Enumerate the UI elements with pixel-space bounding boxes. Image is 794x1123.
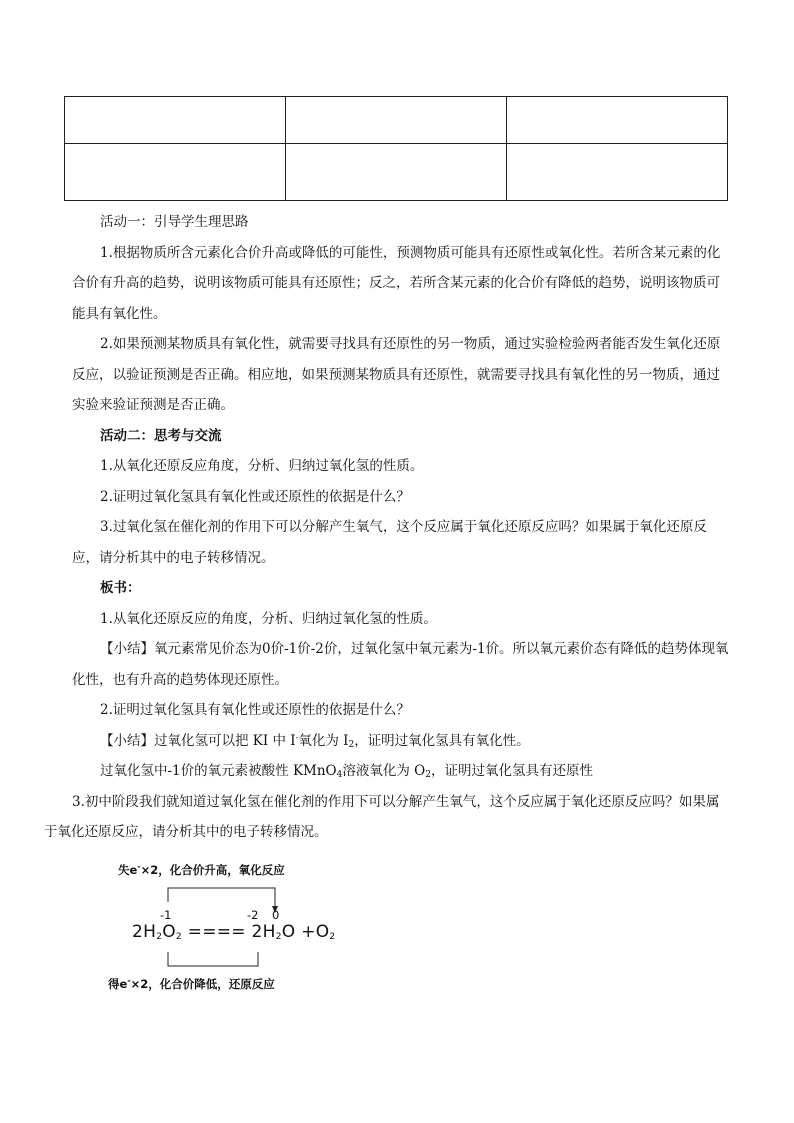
subscript: 2	[275, 932, 282, 942]
subscript: 2	[156, 932, 163, 942]
summary-tag: 【小结】	[100, 732, 154, 749]
board-item-3: 3.初中阶段我们就知道过氧化氢在催化剂的作用下可以分解产生氧气，这个反应属于氧化还原反应吗？如果属于氧化还原反应，请分析其中的电子转移情况。	[44, 793, 720, 840]
board-summary-1	[72, 634, 732, 695]
table-cell	[65, 144, 286, 201]
board-item-2: 2.证明过氧化氢具有氧化性或还原性的依据是什么？	[100, 702, 410, 718]
activity2-question-2: 2.证明过氧化氢具有氧化性或还原性的依据是什么？	[100, 488, 410, 505]
summary-tag: 【小结】	[100, 641, 154, 657]
summary-2-text-b: 氧化为 I	[298, 732, 349, 749]
board-title: 板书：	[100, 580, 141, 596]
superscript: -	[137, 862, 141, 871]
oxidation-state-right: 0	[272, 908, 280, 922]
subscript: 2	[348, 739, 355, 750]
label-text: ×2，化合价升高，氧化反应	[140, 863, 285, 877]
activity1-title: 活动一：引导学生理思路	[100, 214, 249, 230]
label-text: 失e	[118, 863, 138, 877]
oxidation-state-left: -1	[160, 908, 172, 922]
summary-2-text-c: ，证明过氧化氢具有氧化性。	[354, 732, 530, 749]
oxidation-bracket	[168, 888, 275, 908]
kmno4-text-a: 过氧化氢中-1价的氧元素被酸性 KMnO	[100, 763, 337, 779]
summary-2-text-a: 过氧化氢可以把 KI 中 I	[154, 732, 296, 749]
board-kmno4-line	[72, 756, 732, 787]
board-summary-2	[72, 726, 732, 757]
eq-sign: ====	[181, 922, 252, 942]
table-row	[65, 144, 728, 201]
table-cell	[65, 97, 286, 144]
eq-text: 2H	[132, 922, 157, 942]
electron-transfer-diagram	[108, 858, 368, 998]
blank-table	[64, 96, 728, 201]
reduction-bracket	[168, 952, 258, 966]
summary-1-text: 氧元素常见价态为0价-1价-2价，过氧化氢中氧元素为-1价。所以氧元素价态有降低的趋势体现氧化性，也有升高的趋势体现还原性。	[72, 641, 729, 688]
subscript: 4	[336, 770, 343, 780]
label-text: 得e	[108, 977, 128, 991]
table-cell	[507, 144, 728, 201]
subscript: 2	[175, 932, 182, 942]
board-item-1: 1.从氧化还原反应的角度，分析、归纳过氧化氢的性质。	[100, 610, 437, 627]
table-cell	[286, 97, 507, 144]
kmno4-text-c: ，证明过氧化氢具有还原性	[430, 763, 593, 779]
activity2-question-3: 3.过氧化氢在催化剂的作用下可以分解产生氧气，这个反应属于氧化还原反应吗？如果属于氧化还原反应，请分析其中的电子转移情况。	[72, 519, 707, 566]
lesson-content	[44, 207, 732, 848]
subscript: 2	[329, 932, 336, 942]
eq-text: O +O	[281, 922, 330, 942]
subscript: 2	[425, 770, 431, 780]
kmno4-text-b: 溶液氧化为 O	[342, 763, 426, 779]
activity2-question-1: 1.从氧化还原反应角度，分析、归纳过氧化氢的性质。	[100, 458, 424, 474]
table-row	[65, 97, 728, 144]
activity1-paragraph-2: 2.如果预测某物质具有氧化性，就需要寻找具有还原性的另一物质，通过实验检验两者能否发生氧化还原反应，以验证预测是否正确。相应地，如果预测某物质具有还原性，就需要寻找具有氧化性的另一物质，通过实验来验证预测是否正确。	[72, 336, 721, 413]
superscript: -	[295, 732, 299, 742]
activity1-paragraph-1: 1.根据物质所含元素化合价升高或降低的可能性，预测物质可能具有还原性或氧化性。若所含某元素的化合价有升高的趋势，说明该物质可能具有还原性；反之，若所含某元素的化合价有降低的趋势，说明该物质可能具有氧化性。	[72, 244, 721, 322]
label-text: ×2，化合价降低，还原反应	[130, 977, 275, 991]
activity2-title: 活动二：思考与交流	[100, 427, 222, 444]
eq-text: O	[162, 922, 176, 942]
eq-text: 2H	[251, 922, 276, 942]
table-cell	[507, 97, 728, 144]
superscript: -	[127, 976, 131, 985]
table-cell	[286, 144, 507, 201]
oxidation-state-mid: -2	[247, 908, 259, 922]
chemical-equation	[132, 922, 335, 942]
reduction-label	[108, 976, 275, 992]
